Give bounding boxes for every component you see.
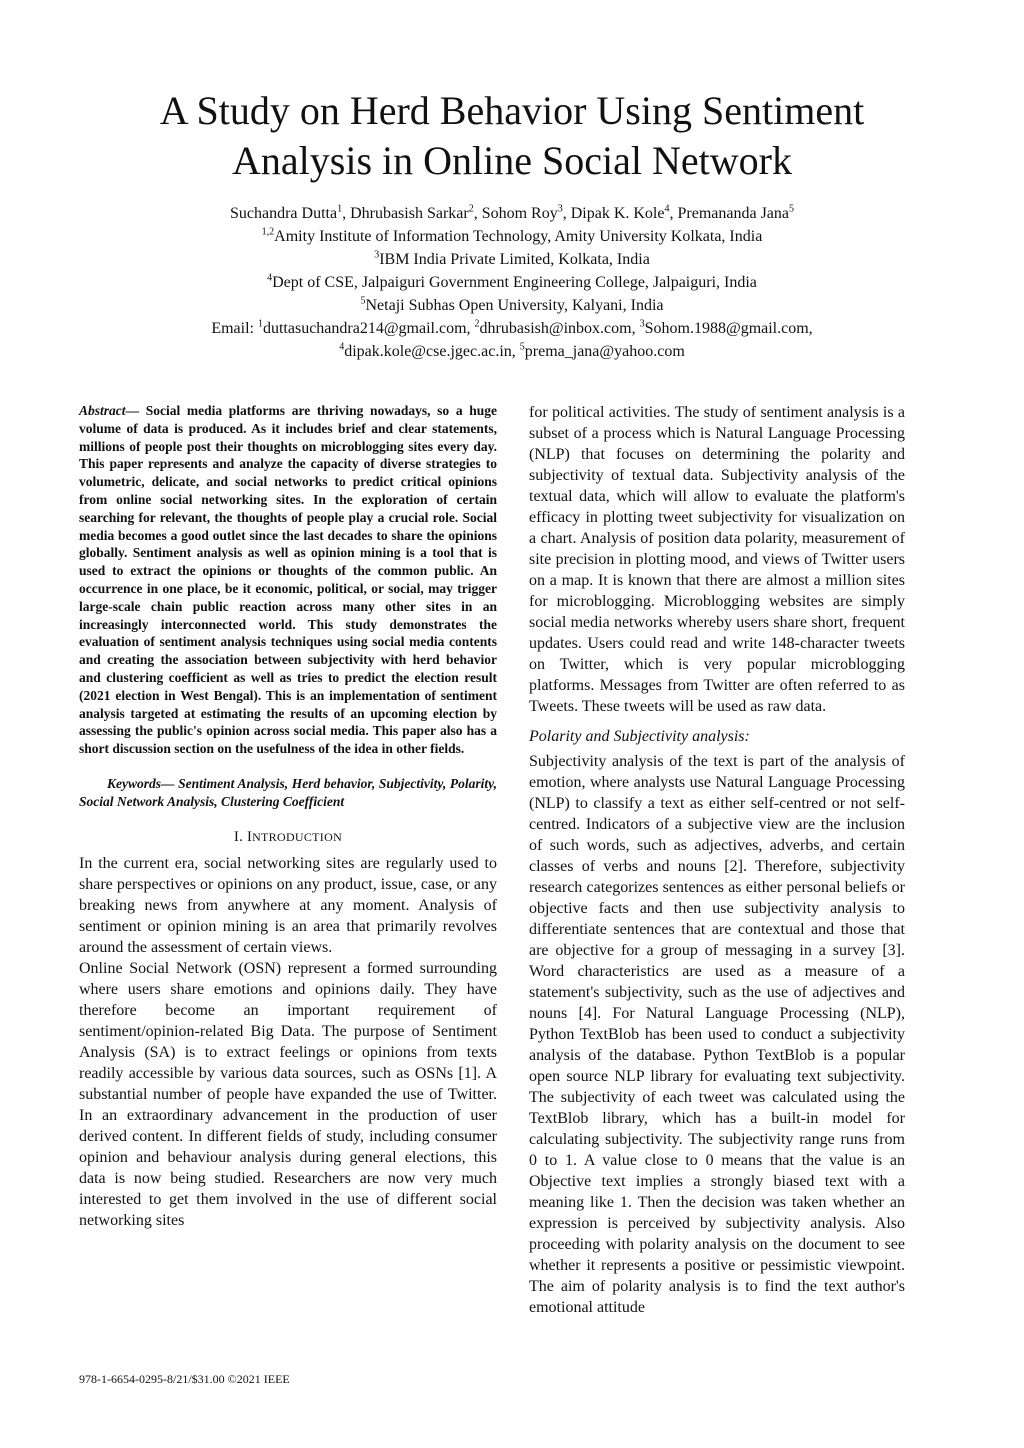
affiliation-3: $^4$Dept of CSE, Jalpaiguri Government Engineering College, Jalpaiguri, India (267, 272, 757, 291)
affiliation-1: $^{1,2}$Amity Institute of Information Technology, Amity University Kolkata, India (261, 226, 763, 245)
left-column (79, 402, 497, 1231)
author-sup: 4 (664, 203, 670, 215)
email-line-2: $^4$dipak.kole@cse.jgec.ac.in, $^5$prema_jana@yahoo.com (339, 341, 685, 360)
intro-paragraph-1: In the current era, social networking sites are regularly used to share perspectives or opinions on any product, issue, case, or any breaking news from anywhere at any moment. Analysis of sentiment or opinion mining is an area that primarily revolves around the assessment of certain views. (79, 854, 497, 956)
right-paragraph-2: Subjectivity analysis of the text is part of the analysis of emotion, where analysts use Natural Language Processing (NLP) to classify a text as either self-centred or not self-centred. Indicators of a subjective view are the inclusion of such words, such as adjectives, adverbs, and certain classes of verbs and nouns [2]. Therefore, subjectivity research categorizes sentences as either personal beliefs or objective facts and then use subjectivity analysis to differentiate sentences that are contextual and those that are objective for a group of messaging in a survey [3]. Word characteristics are used as a measure of a statement's subjectivity, such as the use of adjectives and nouns [4]. For Natural Language Processing (NLP), Python TextBlob has been used to conduct a subjectivity analysis of the database. Python TextBlob is a popular open source NLP library for evaluating text subjectivity. The subjectivity of each tweet was calculated using the TextBlob library, which has a built-in model for calculating subjectivity. The subjectivity range runs from 0 to 1. A value close to 0 means that the value is an Objective text implies a strongly biased text with a meaning like 1. Then the decision was taken whether an expression is perceived by subjectivity analysis. Also proceeding with polarity analysis on the document to see whether it represents a positive or pessimistic viewpoint. The aim of polarity analysis is to find the text author's emotional attitude (529, 753, 905, 1316)
paper-title (80, 86, 944, 186)
abstract-label: Abstract (79, 403, 126, 418)
right-paragraph-1: for political activities. The study of sentiment analysis is a subset of a process which is Natural Language Processing (NLP) that focuses on determining the polarity and subjectivity of textual data. Subjectivity analysis of the textual data, which will allow to evaluate the platform's efficacy in plotting tweet subjectivity for visualization on a chart. Analysis of position data polarity, measurement of site precision in plotting mood, and views of Twitter users on a map. It is known that there are almost a million sites for microblogging. Microblogging websites are simply social media networks whereby users share short, frequent updates. Users could read and write 148-character tweets on Twitter, which is very popular microblogging platforms. Messages from Twitter are often referred to as Tweets. These tweets will be used as raw data. (529, 404, 905, 715)
email-link[interactable]: prema_jana@yahoo.com (524, 343, 685, 360)
title-line-1: A Study on Herd Behavior Using Sentiment (159, 88, 865, 133)
section-heading-introduction: I. INTRODUCTION (233, 828, 343, 845)
author-list (60, 202, 964, 225)
author-sup: 1 (337, 203, 343, 215)
author-name: , Dipak K. Kole (562, 205, 665, 222)
email-line-1: Email: $^1$duttasuchandra214@gmail.com, $^2$dhrubasish@inbox.com, $^3$Sohom.1988@gmail.com, (211, 318, 813, 337)
intro-paragraph-2: Online Social Network (OSN) represent a formed surrounding where users share emotions and opinions daily. They have therefore become an important requirement of sentiment/opinion-related Big Data. The purpose of Sentiment Analysis (SA) is to extract feelings or opinions from texts readily accessible by various data sources, such as OSNs [1]. A substantial number of people have expanded the use of Twitter. In an extraordinary advancement in the production of user derived content. In different fields of study, including consumer opinion and behaviour analysis during general elections, this data is now being studied. Researchers are now very much interested to get them involved in the use of different social networking sites (79, 959, 497, 1229)
author-name: , Sohom Roy (473, 205, 558, 222)
affiliation-4: $^5$Netaji Subhas Open University, Kalyani, India (360, 295, 664, 314)
copyright-footer: 978-1-6654-0295-8/21/$31.00 ©2021 IEEE (79, 1372, 290, 1386)
author-name: , Premananda Jana (669, 205, 789, 222)
author-sup: 5 (789, 203, 794, 215)
author-sup: 3 (557, 203, 563, 215)
author-name: Suchandra Dutta (229, 205, 338, 222)
right-column (529, 402, 905, 1318)
subsection-heading: Polarity and Subjectivity analysis: (529, 728, 750, 745)
author-block (60, 202, 964, 363)
email-link[interactable]: duttasuchandra214@gmail.com, (262, 320, 475, 337)
keywords: Keywords— Sentiment Analysis, Herd behavior, Subjectivity, Polarity, Social Network Analysis, Clustering Coefficient (79, 775, 497, 809)
email-link[interactable]: dhrubasish@inbox.com, (479, 320, 640, 337)
author-name: , Dhrubasish Sarkar (342, 205, 469, 222)
email-link[interactable]: Sohom.1988@gmail.com, (644, 320, 813, 337)
abstract (79, 402, 497, 758)
title-line-2: Analysis in Online Social Network (232, 138, 792, 183)
email-link[interactable]: dipak.kole@cse.jgec.ac.in, (344, 343, 520, 360)
abstract-text: — Social media platforms are thriving nowadays, so a huge volume of data is produced. As it includes brief and clear statements, millions of people post their thoughts on microblogging sites every day. This paper represents and analyze the capacity of diverse strategies to volumetric, delicate, and social networks to predict critical opinions from online social networking sites. In the exploration of certain searching for relevant, the thoughts of people play a crucial role. Social media becomes a good outlet since the last decades to share the opinions globally. Sentiment analysis as well as opinion mining is a tool that is used to extract the opinions or thoughts of the common public. An occurrence in one place, be it economic, political, or social, may trigger large-scale chain public reaction across many other sites in an increasingly interconnected world. This study demonstrates the evaluation of sentiment analysis techniques using social media contents and creating the association between subjectivity with herd behavior and clustering coefficient as well as tries to predict the election result (2021 election in West Bengal). This is an implementation of sentiment analysis targeted at estimating the results of an upcoming election by assessing the public's opinion across social media. This paper also has a short discussion section on the usefulness of the idea in other fields. (79, 403, 497, 757)
author-sup: 2 (468, 203, 474, 215)
affiliation-2: $^3$IBM India Private Limited, Kolkata, India (374, 249, 650, 268)
